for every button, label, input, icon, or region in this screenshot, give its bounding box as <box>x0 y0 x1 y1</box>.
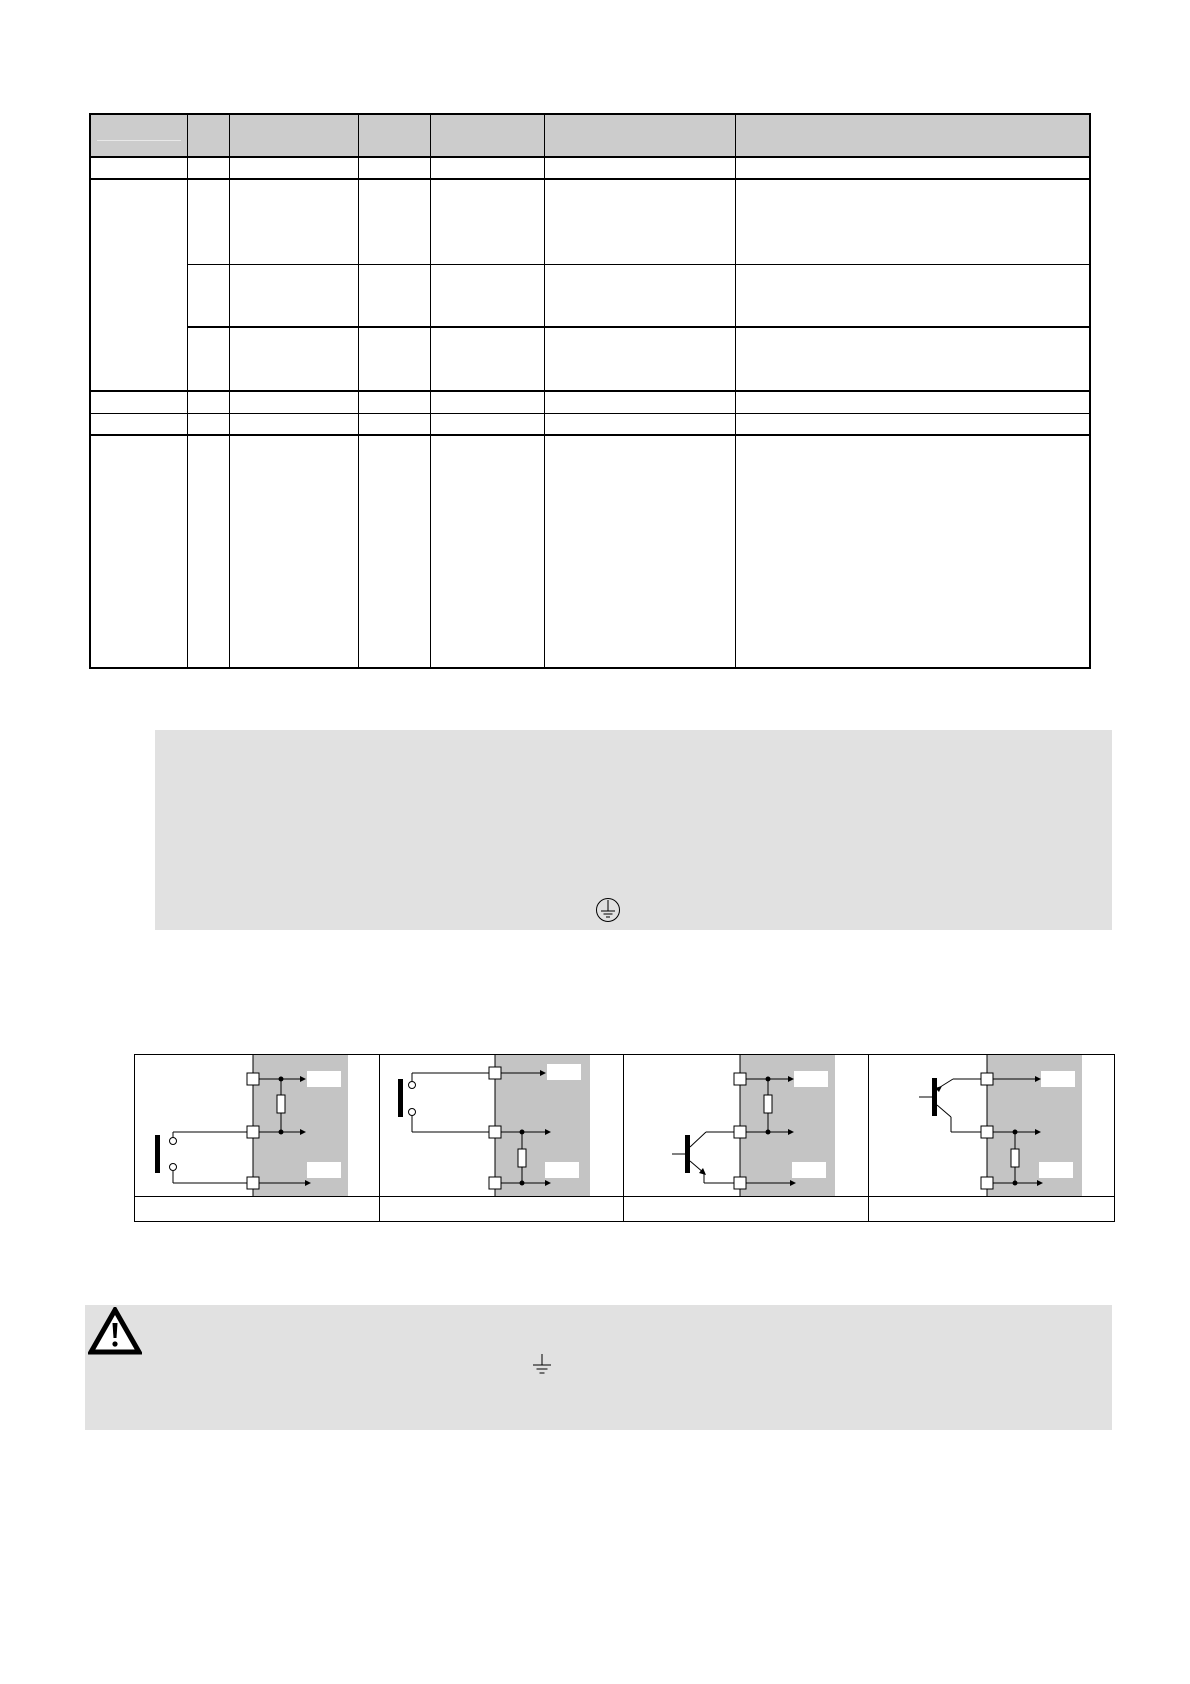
table-cell <box>544 435 735 668</box>
circuit-diagram <box>869 1055 1114 1196</box>
table-cell <box>544 327 735 391</box>
header-cell <box>735 114 1090 157</box>
table-row <box>90 157 1090 179</box>
circuit-diagram <box>135 1055 380 1196</box>
table-row <box>90 435 1090 668</box>
table-cell <box>229 413 358 435</box>
diagram-caption <box>135 1197 380 1221</box>
table-cell <box>229 327 358 391</box>
table-cell <box>358 157 430 179</box>
protective-earth-icon <box>595 897 621 923</box>
table-cell <box>544 264 735 327</box>
circuit-diagram <box>624 1055 869 1196</box>
table-row <box>90 391 1090 413</box>
table-cell <box>229 157 358 179</box>
table-cell <box>430 413 544 435</box>
table-cell <box>430 435 544 668</box>
table-cell <box>358 391 430 413</box>
note-box <box>155 730 1112 930</box>
table-cell <box>544 179 735 264</box>
table-cell <box>735 413 1090 435</box>
ground-icon <box>531 1353 553 1377</box>
table-cell <box>187 327 229 391</box>
table-cell <box>735 264 1090 327</box>
table-cell <box>358 413 430 435</box>
table-cell <box>544 391 735 413</box>
table-cell <box>358 264 430 327</box>
table-cell <box>358 179 430 264</box>
table-cell <box>735 327 1090 391</box>
table-cell <box>430 391 544 413</box>
table-cell <box>90 413 187 435</box>
header-cell <box>430 114 544 157</box>
table-cell <box>187 435 229 668</box>
diagram-npn-pull-up <box>624 1055 869 1196</box>
table-cell <box>358 327 430 391</box>
table-row <box>90 179 1090 264</box>
table-cell <box>187 179 229 264</box>
table-cell <box>90 157 187 179</box>
wiring-diagrams <box>134 1054 1115 1222</box>
header-cell <box>544 114 735 157</box>
table-cell <box>229 264 358 327</box>
diagram-caption <box>380 1197 624 1221</box>
diagram-dry-contact-pull-up <box>135 1055 380 1196</box>
table-row <box>90 264 1090 327</box>
header-cell <box>90 114 187 157</box>
diagram-caption-row <box>135 1196 1114 1221</box>
table-row <box>90 413 1090 435</box>
table-cell <box>187 157 229 179</box>
table-cell <box>735 435 1090 668</box>
warning-box <box>85 1305 1112 1430</box>
table-cell <box>735 179 1090 264</box>
header-cell <box>358 114 430 157</box>
table-cell <box>90 391 187 413</box>
table-cell <box>430 157 544 179</box>
table-cell <box>544 157 735 179</box>
table-cell <box>735 157 1090 179</box>
table-cell <box>187 391 229 413</box>
table-cell <box>90 435 187 668</box>
diagram-dry-contact-pull-down <box>380 1055 624 1196</box>
diagram-caption <box>624 1197 869 1221</box>
circuit-diagram <box>380 1055 624 1196</box>
warning-triangle-icon <box>88 1307 142 1355</box>
table-cell <box>430 179 544 264</box>
header-cell <box>229 114 358 157</box>
header-cell <box>187 114 229 157</box>
table-cell <box>229 179 358 264</box>
table-cell <box>430 327 544 391</box>
table-cell <box>90 179 187 391</box>
table-cell <box>544 413 735 435</box>
table-cell <box>430 264 544 327</box>
table-cell <box>187 413 229 435</box>
diagram-caption <box>869 1197 1114 1221</box>
table-row <box>90 327 1090 391</box>
table-header-row <box>90 114 1090 157</box>
diagram-pnp-pull-down <box>869 1055 1114 1196</box>
table-cell <box>229 435 358 668</box>
table-cell <box>358 435 430 668</box>
table-cell <box>187 264 229 327</box>
table-cell <box>229 391 358 413</box>
terminal-table <box>89 113 1091 669</box>
table-cell <box>735 391 1090 413</box>
